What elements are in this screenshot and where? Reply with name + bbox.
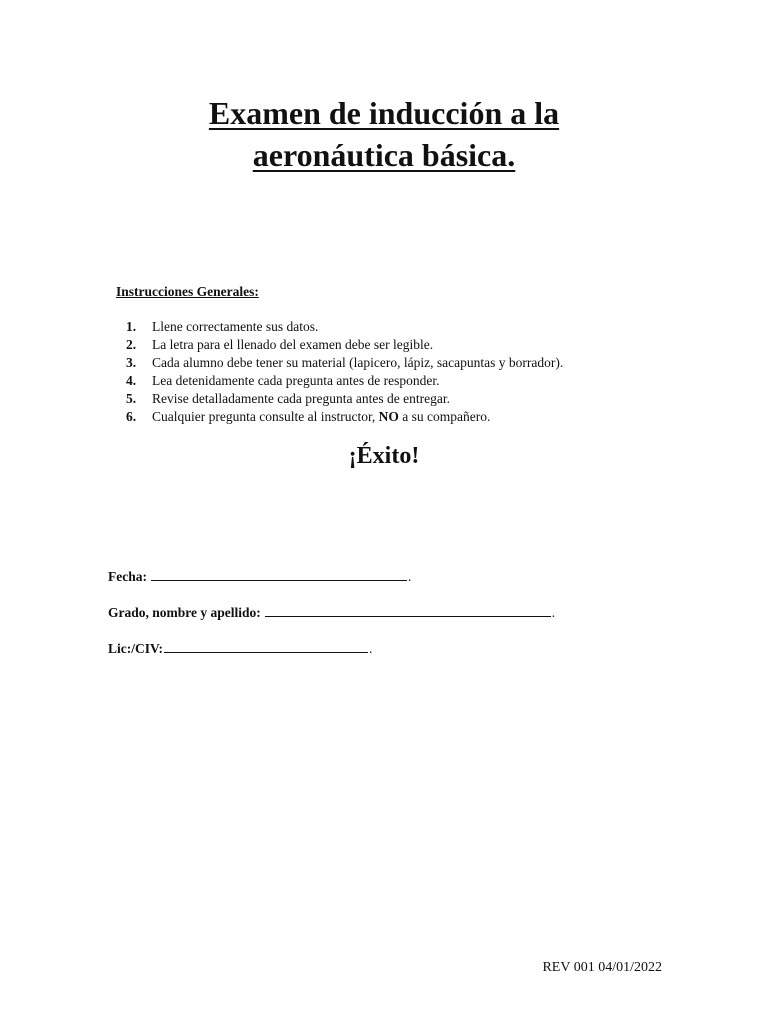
success-message: ¡Éxito! (348, 443, 420, 469)
instruction-text (152, 408, 490, 426)
instructions-list (126, 318, 563, 426)
instruction-number: 6. (126, 409, 137, 424)
instruction-number: 1. (126, 319, 137, 334)
fecha-label: Fecha: (108, 569, 147, 584)
instruction-item (126, 372, 563, 390)
instruction-number: 4. (126, 373, 137, 388)
instruction-number: 2. (126, 337, 137, 352)
instruction-text-emphasis: NO (378, 409, 399, 424)
grado-nombre-apellido-field (108, 603, 555, 621)
instruction-text: Revise detalladamente cada pregunta antes de entregar. (152, 391, 450, 406)
instruction-text: Lea detenidamente cada pregunta antes de responder. (152, 373, 440, 388)
instruction-item (126, 408, 563, 426)
document-title (0, 92, 768, 176)
fecha-input-line[interactable] (151, 567, 407, 581)
instruction-text-before: Cualquier pregunta consulte al instructor, (152, 409, 379, 424)
instruction-text: Llene correctamente sus datos. (152, 319, 319, 334)
instruction-text: Cada alumno debe tener su material (lapicero, lápiz, sacapuntas y borrador). (152, 355, 564, 370)
instruction-number: 5. (126, 391, 137, 406)
instruction-item (126, 336, 563, 354)
instruction-number: 3. (126, 355, 137, 370)
grado-nombre-apellido-input-line[interactable] (265, 603, 551, 617)
lic-civ-field (108, 639, 372, 657)
instruction-item (126, 318, 563, 336)
grado-nombre-apellido-label: Grado, nombre y apellido: (108, 605, 261, 620)
lic-civ-input-line[interactable] (164, 639, 368, 653)
instruction-text-after: a su compañero. (398, 409, 491, 424)
instruction-text: La letra para el llenado del examen debe ser legible. (152, 337, 434, 352)
lic-civ-label: Lic:/CIV: (108, 641, 164, 656)
grado-terminator: . (551, 605, 556, 620)
instruction-item (126, 354, 563, 372)
revision-footer: REV 001 04/01/2022 (542, 960, 662, 975)
instructions-heading: Instrucciones Generales: (116, 284, 259, 299)
lic-terminator: . (369, 641, 373, 656)
title-line-2: aeronáutica básica. (252, 137, 516, 173)
title-line-1: Examen de inducción a la (208, 95, 560, 131)
fecha-field (108, 567, 411, 585)
fecha-terminator: . (407, 569, 412, 584)
instruction-item (126, 390, 563, 408)
